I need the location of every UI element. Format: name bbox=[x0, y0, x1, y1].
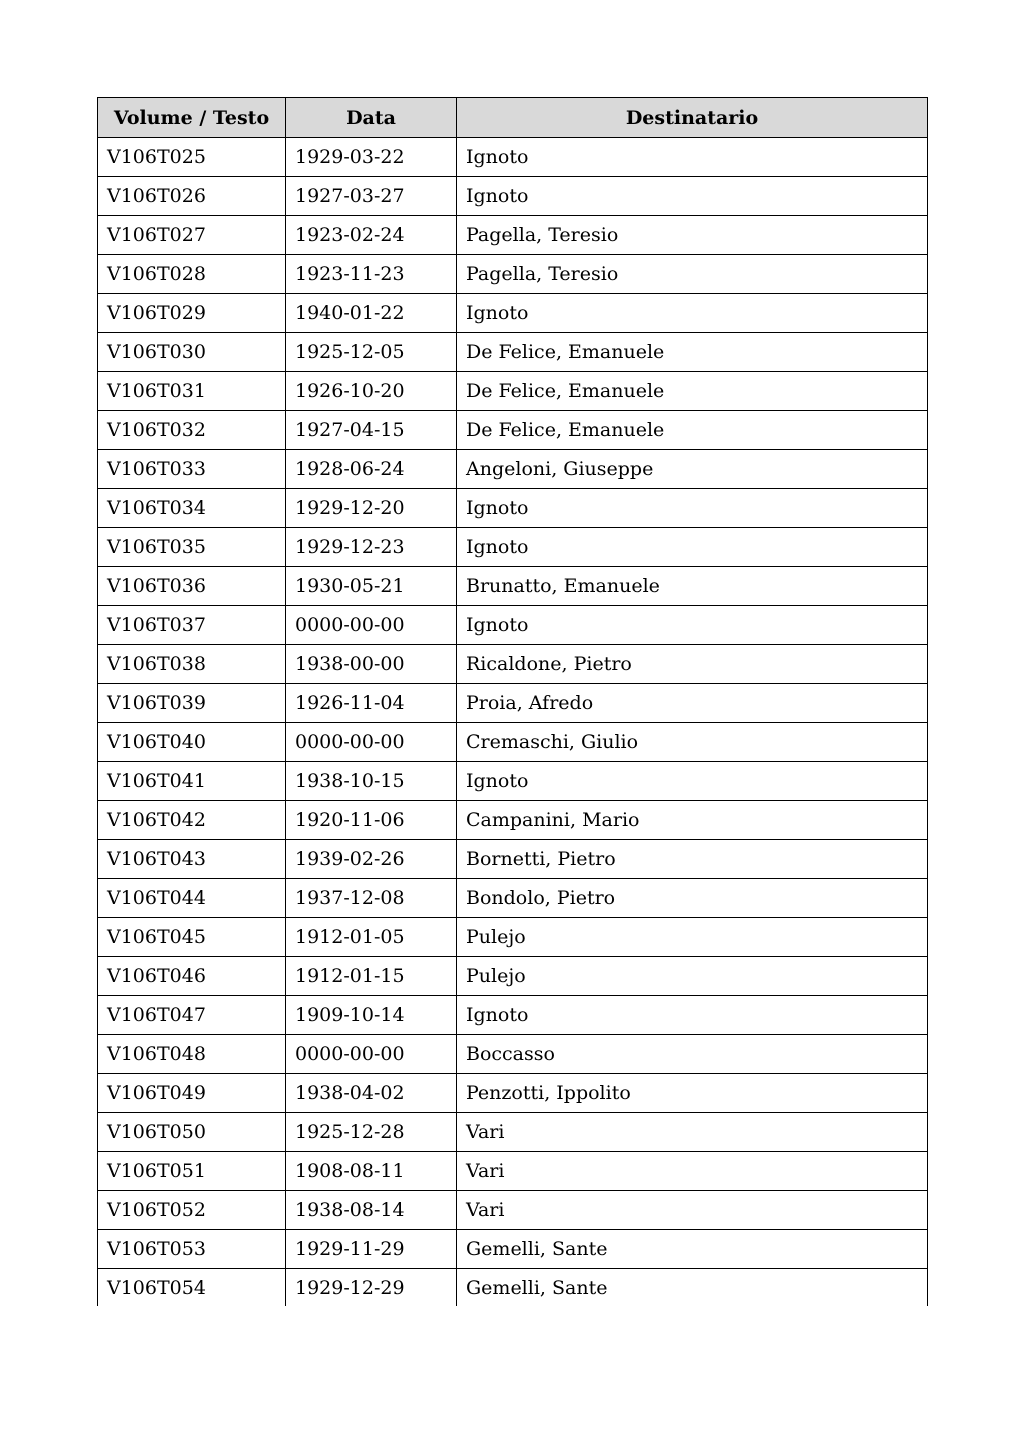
cell-recipient: De Felice, Emanuele bbox=[457, 333, 928, 372]
table-row bbox=[98, 801, 928, 840]
cell-date: 1928-06-24 bbox=[286, 450, 457, 489]
cell-date: 0000-00-00 bbox=[286, 1035, 457, 1074]
table-row bbox=[98, 177, 928, 216]
table-row bbox=[98, 762, 928, 801]
column-header-recipient: Destinatario bbox=[457, 98, 928, 138]
cell-recipient: Gemelli, Sante bbox=[457, 1230, 928, 1269]
cell-volume: V106T041 bbox=[98, 762, 286, 801]
table-row bbox=[98, 255, 928, 294]
cell-recipient: Ignoto bbox=[457, 996, 928, 1035]
cell-volume: V106T028 bbox=[98, 255, 286, 294]
cell-recipient: Proia, Afredo bbox=[457, 684, 928, 723]
cell-date: 1938-10-15 bbox=[286, 762, 457, 801]
table-row bbox=[98, 684, 928, 723]
cell-volume: V106T032 bbox=[98, 411, 286, 450]
table-row bbox=[98, 333, 928, 372]
cell-date: 0000-00-00 bbox=[286, 723, 457, 762]
cell-volume: V106T026 bbox=[98, 177, 286, 216]
cell-recipient: Pulejo bbox=[457, 957, 928, 996]
cell-date: 1929-12-29 bbox=[286, 1269, 457, 1307]
cell-date: 1926-10-20 bbox=[286, 372, 457, 411]
cell-volume: V106T045 bbox=[98, 918, 286, 957]
cell-date: 1920-11-06 bbox=[286, 801, 457, 840]
cell-date: 1926-11-04 bbox=[286, 684, 457, 723]
table-row bbox=[98, 840, 928, 879]
cell-date: 1938-04-02 bbox=[286, 1074, 457, 1113]
cell-volume: V106T031 bbox=[98, 372, 286, 411]
cell-date: 1938-08-14 bbox=[286, 1191, 457, 1230]
cell-volume: V106T044 bbox=[98, 879, 286, 918]
cell-recipient: Angeloni, Giuseppe bbox=[457, 450, 928, 489]
cell-date: 1937-12-08 bbox=[286, 879, 457, 918]
cell-date: 0000-00-00 bbox=[286, 606, 457, 645]
table-row bbox=[98, 957, 928, 996]
cell-date: 1929-12-23 bbox=[286, 528, 457, 567]
cell-volume: V106T049 bbox=[98, 1074, 286, 1113]
cell-volume: V106T053 bbox=[98, 1230, 286, 1269]
cell-volume: V106T048 bbox=[98, 1035, 286, 1074]
cell-date: 1908-08-11 bbox=[286, 1152, 457, 1191]
table-row bbox=[98, 918, 928, 957]
cell-volume: V106T054 bbox=[98, 1269, 286, 1307]
table-row bbox=[98, 411, 928, 450]
cell-date: 1912-01-05 bbox=[286, 918, 457, 957]
table-row bbox=[98, 372, 928, 411]
table-row bbox=[98, 1074, 928, 1113]
column-header-date: Data bbox=[286, 98, 457, 138]
cell-volume: V106T050 bbox=[98, 1113, 286, 1152]
cell-volume: V106T029 bbox=[98, 294, 286, 333]
table-body bbox=[98, 138, 928, 1307]
cell-recipient: Ignoto bbox=[457, 138, 928, 177]
cell-volume: V106T042 bbox=[98, 801, 286, 840]
cell-date: 1940-01-22 bbox=[286, 294, 457, 333]
cell-recipient: Ignoto bbox=[457, 294, 928, 333]
cell-volume: V106T036 bbox=[98, 567, 286, 606]
table-row bbox=[98, 879, 928, 918]
cell-date: 1929-03-22 bbox=[286, 138, 457, 177]
cell-recipient: Cremaschi, Giulio bbox=[457, 723, 928, 762]
cell-volume: V106T027 bbox=[98, 216, 286, 255]
cell-date: 1927-04-15 bbox=[286, 411, 457, 450]
cell-date: 1909-10-14 bbox=[286, 996, 457, 1035]
table-row bbox=[98, 489, 928, 528]
cell-volume: V106T030 bbox=[98, 333, 286, 372]
cell-date: 1927-03-27 bbox=[286, 177, 457, 216]
cell-volume: V106T038 bbox=[98, 645, 286, 684]
table-row bbox=[98, 138, 928, 177]
cell-date: 1923-02-24 bbox=[286, 216, 457, 255]
cell-date: 1939-02-26 bbox=[286, 840, 457, 879]
cell-recipient: Vari bbox=[457, 1113, 928, 1152]
table-row bbox=[98, 723, 928, 762]
cell-volume: V106T043 bbox=[98, 840, 286, 879]
cell-volume: V106T040 bbox=[98, 723, 286, 762]
cell-date: 1938-00-00 bbox=[286, 645, 457, 684]
cell-volume: V106T033 bbox=[98, 450, 286, 489]
table-row bbox=[98, 294, 928, 333]
table-row bbox=[98, 528, 928, 567]
cell-recipient: Penzotti, Ippolito bbox=[457, 1074, 928, 1113]
cell-recipient: De Felice, Emanuele bbox=[457, 411, 928, 450]
cell-volume: V106T051 bbox=[98, 1152, 286, 1191]
table-row bbox=[98, 567, 928, 606]
cell-recipient: Bondolo, Pietro bbox=[457, 879, 928, 918]
cell-volume: V106T035 bbox=[98, 528, 286, 567]
cell-recipient: Ignoto bbox=[457, 489, 928, 528]
table-row bbox=[98, 1230, 928, 1269]
table-row bbox=[98, 1113, 928, 1152]
cell-recipient: Ignoto bbox=[457, 762, 928, 801]
table-row bbox=[98, 1269, 928, 1307]
table-row bbox=[98, 1152, 928, 1191]
cell-recipient: Boccasso bbox=[457, 1035, 928, 1074]
table-row bbox=[98, 645, 928, 684]
cell-recipient: Vari bbox=[457, 1191, 928, 1230]
letters-table bbox=[97, 97, 928, 1306]
cell-recipient: Pagella, Teresio bbox=[457, 216, 928, 255]
cell-recipient: Pulejo bbox=[457, 918, 928, 957]
table-row bbox=[98, 606, 928, 645]
cell-recipient: Vari bbox=[457, 1152, 928, 1191]
cell-volume: V106T039 bbox=[98, 684, 286, 723]
cell-recipient: Ignoto bbox=[457, 528, 928, 567]
cell-recipient: Ignoto bbox=[457, 606, 928, 645]
cell-volume: V106T047 bbox=[98, 996, 286, 1035]
cell-volume: V106T046 bbox=[98, 957, 286, 996]
cell-volume: V106T025 bbox=[98, 138, 286, 177]
cell-recipient: Bornetti, Pietro bbox=[457, 840, 928, 879]
cell-date: 1930-05-21 bbox=[286, 567, 457, 606]
cell-date: 1912-01-15 bbox=[286, 957, 457, 996]
table-row bbox=[98, 1191, 928, 1230]
cell-recipient: Brunatto, Emanuele bbox=[457, 567, 928, 606]
cell-date: 1929-12-20 bbox=[286, 489, 457, 528]
cell-recipient: Campanini, Mario bbox=[457, 801, 928, 840]
cell-volume: V106T037 bbox=[98, 606, 286, 645]
cell-recipient: De Felice, Emanuele bbox=[457, 372, 928, 411]
cell-recipient: Gemelli, Sante bbox=[457, 1269, 928, 1307]
cell-recipient: Ignoto bbox=[457, 177, 928, 216]
cell-date: 1925-12-05 bbox=[286, 333, 457, 372]
cell-volume: V106T052 bbox=[98, 1191, 286, 1230]
cell-date: 1925-12-28 bbox=[286, 1113, 457, 1152]
cell-volume: V106T034 bbox=[98, 489, 286, 528]
table-row bbox=[98, 450, 928, 489]
table-row bbox=[98, 1035, 928, 1074]
table-row bbox=[98, 996, 928, 1035]
table-header-row bbox=[98, 98, 928, 138]
cell-date: 1929-11-29 bbox=[286, 1230, 457, 1269]
cell-recipient: Ricaldone, Pietro bbox=[457, 645, 928, 684]
cell-recipient: Pagella, Teresio bbox=[457, 255, 928, 294]
table-row bbox=[98, 216, 928, 255]
column-header-volume: Volume / Testo bbox=[98, 98, 286, 138]
cell-date: 1923-11-23 bbox=[286, 255, 457, 294]
